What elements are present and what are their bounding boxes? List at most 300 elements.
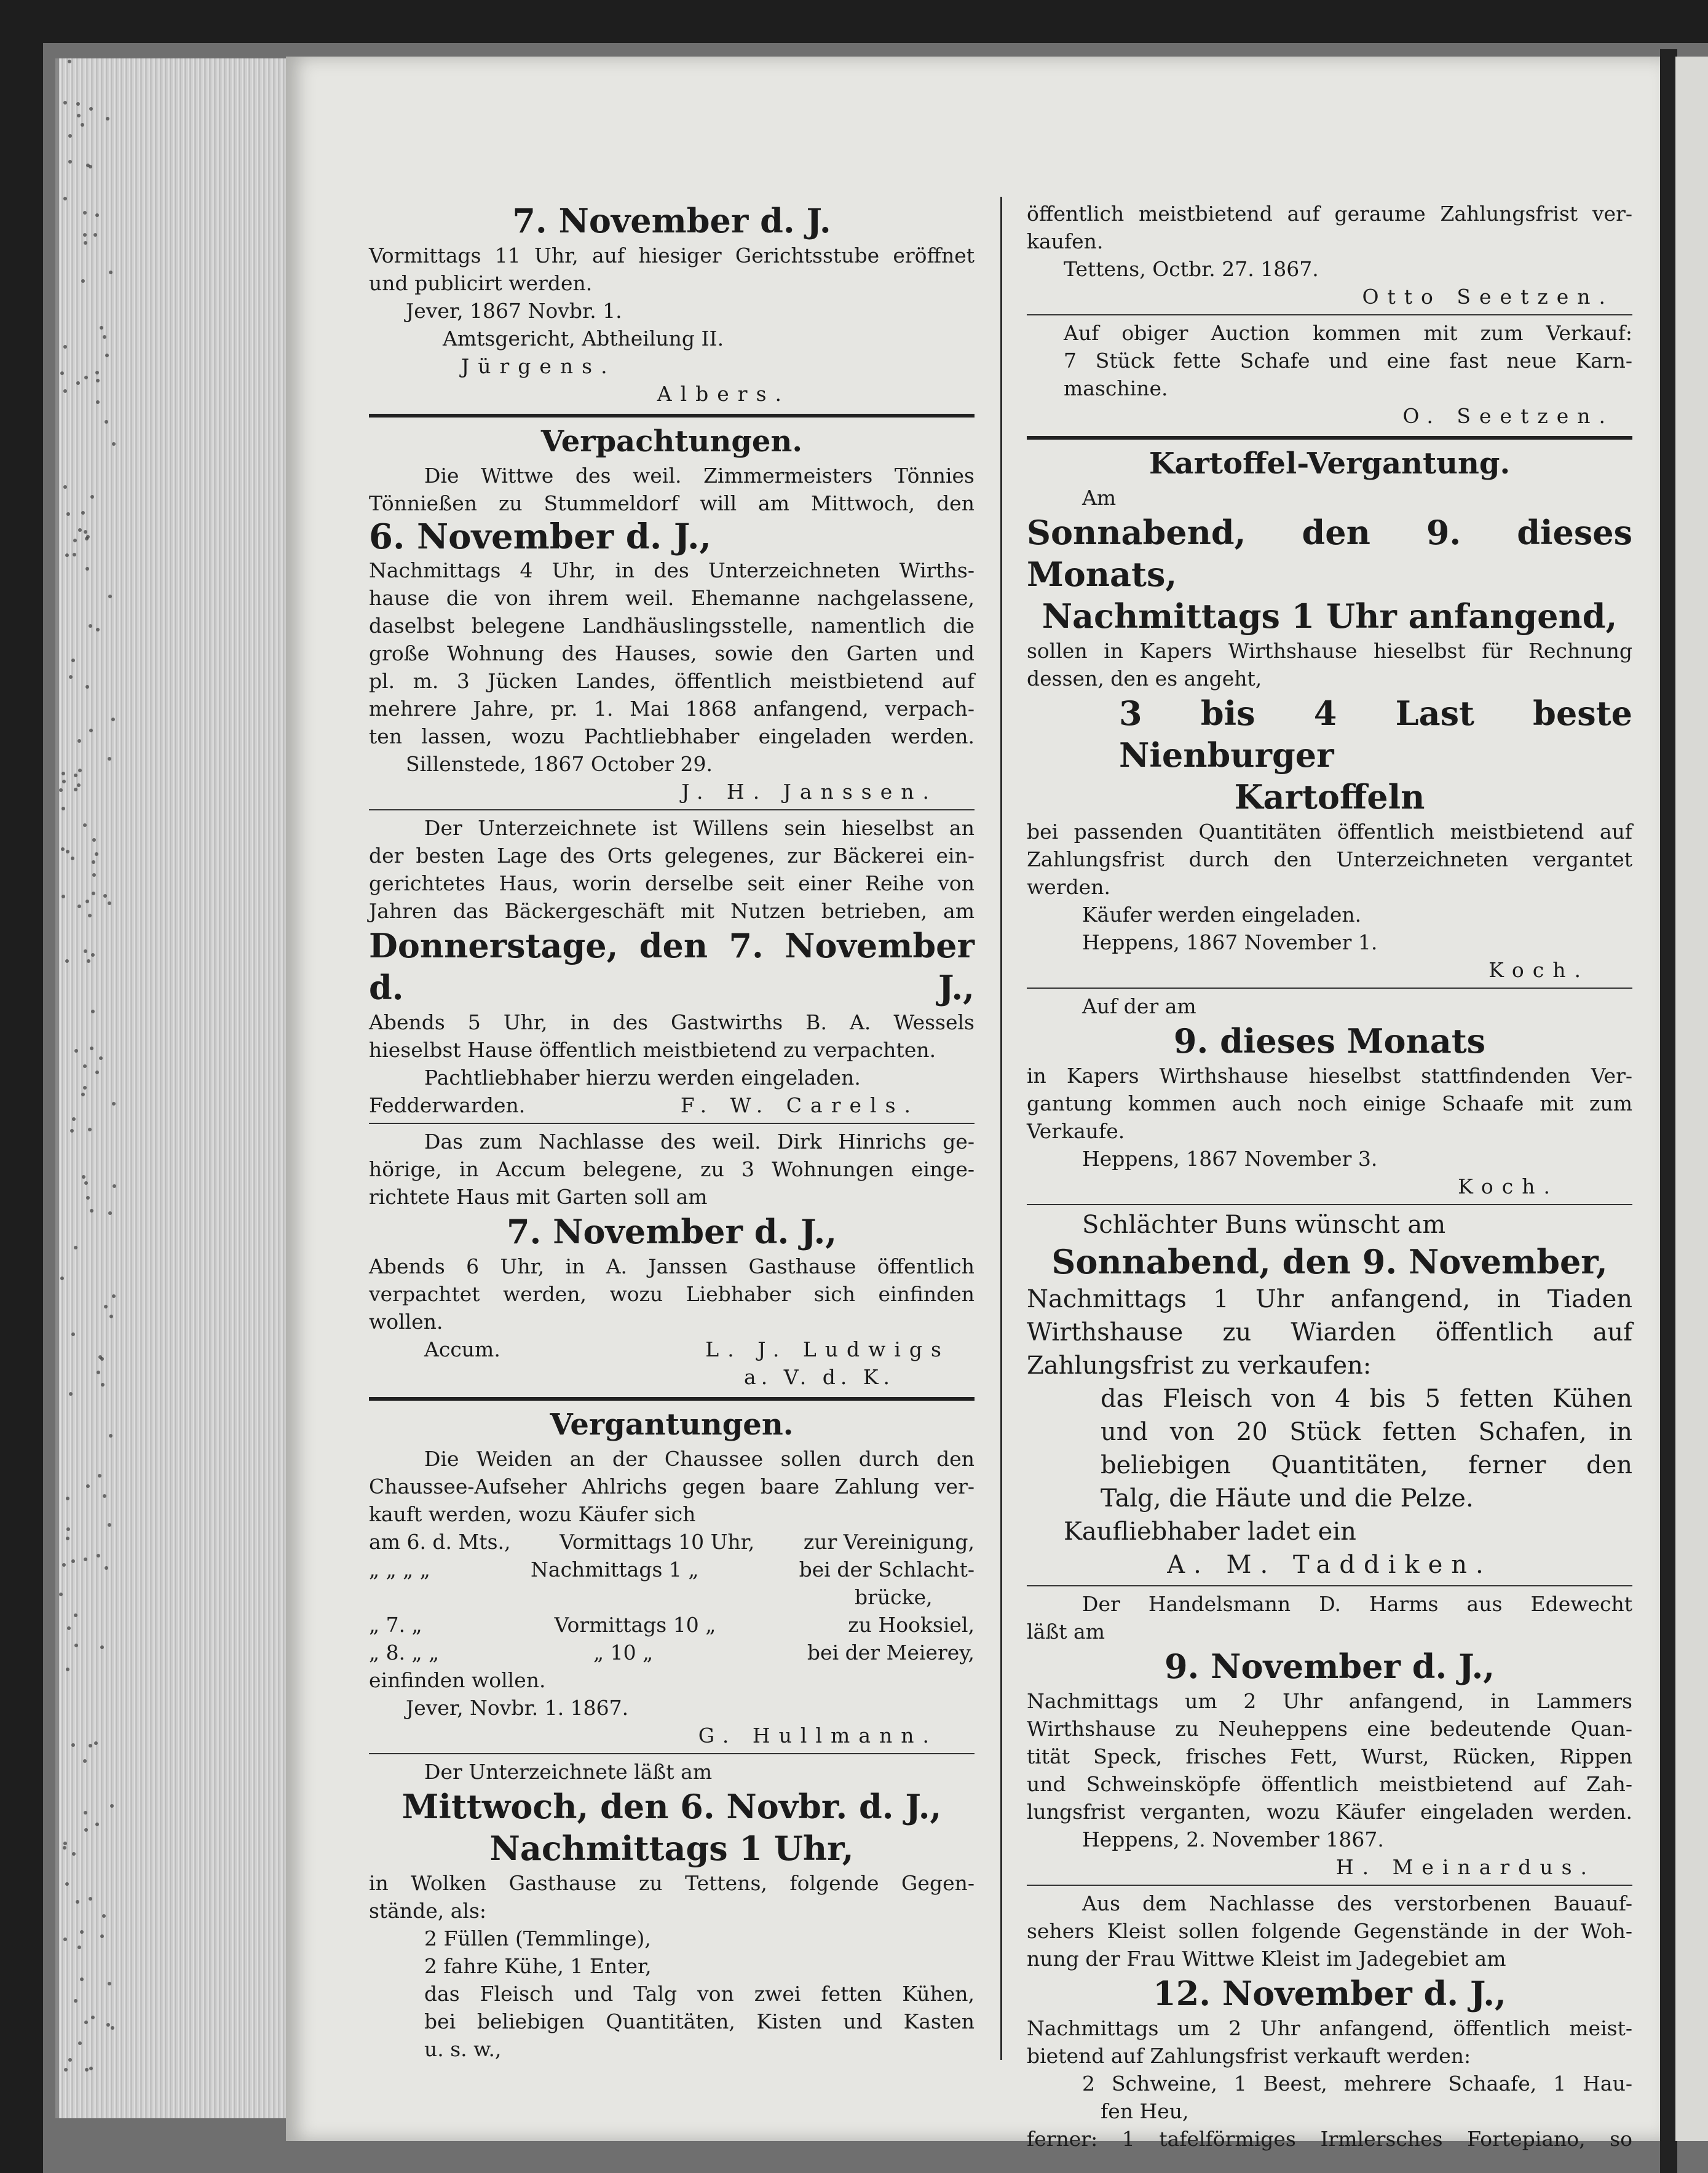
verpachtungen-section <box>369 421 975 805</box>
notice-line: Nachmittags 1 Uhr anfangend, in Tiaden <box>1027 1285 1632 1313</box>
edge-speckle <box>108 1982 111 1985</box>
edge-speckle <box>77 783 81 787</box>
notice-signature: Koch. <box>1489 958 1589 982</box>
notice-place: Heppens, 1867 November 3. <box>1082 1147 1378 1171</box>
edge-speckle <box>81 511 85 515</box>
notice-line: Wirthshause zu Wiarden öffentlich auf <box>1027 1318 1632 1347</box>
notice-time: Nachmittags 1 Uhr anfangend, <box>1042 596 1618 636</box>
notice-line: gantung kommen auch noch einige Schaafe mit zum <box>1027 1091 1632 1115</box>
edge-speckle <box>90 1047 93 1050</box>
mittwoch-notice <box>369 1758 975 2063</box>
notice-line: in Wolken Gasthause zu Tettens, folgende Gegen- <box>369 1871 975 1895</box>
section-rule <box>1027 988 1632 989</box>
edge-speckle <box>106 2023 110 2027</box>
notice-line: stände, als: <box>369 1899 487 1923</box>
notice-signature: J. H. Janssen. <box>681 780 938 804</box>
notice-place: Tettens, Octbr. 27. 1867. <box>1064 257 1319 281</box>
edge-speckle <box>87 959 90 963</box>
edge-speckle <box>68 60 71 63</box>
edge-speckle <box>59 1593 63 1596</box>
edge-speckle <box>85 900 89 903</box>
edge-speckle <box>90 495 94 499</box>
section-heading: Verpachtungen. <box>540 424 803 459</box>
notice-line: einfinden wollen. <box>369 1668 546 1692</box>
notice-line: bietend auf Zahlungsfrist verkauft werden: <box>1027 2044 1471 2068</box>
notice-line: ten lassen, wozu Pachtliebhaber eingeladen werden. <box>369 724 975 748</box>
edge-speckle <box>76 102 80 106</box>
edge-speckle <box>61 847 65 851</box>
notice-line: Chaussee-Aufseher Ahlrichs gegen baare Zahlung ver- <box>369 1474 975 1498</box>
edge-speckle <box>103 1494 106 1498</box>
schedule-time: Vormittags 10 Uhr, <box>559 1530 755 1554</box>
edge-speckle <box>108 1523 111 1527</box>
edge-speckle <box>65 1882 69 1886</box>
notice-line: Der Unterzeichnete läßt am <box>424 1760 713 1784</box>
tettens-notice <box>1027 200 1632 430</box>
notice-line: läßt am <box>1027 1620 1105 1644</box>
edge-speckle <box>89 107 93 111</box>
edge-speckle <box>81 1093 85 1096</box>
edge-speckle <box>80 1930 84 1934</box>
book-gutter <box>1660 49 1677 2173</box>
edge-speckle <box>63 485 67 489</box>
edge-speckle <box>62 780 66 783</box>
notice-line: sehers Kleist sollen folgende Gegenstände in der Woh- <box>1027 1919 1632 1943</box>
edge-speckle <box>83 211 87 215</box>
edge-speckle <box>77 904 81 908</box>
notice-line: und publicirt werden. <box>369 271 593 295</box>
edge-speckle <box>90 1209 93 1213</box>
edge-speckle <box>69 675 73 679</box>
notice-line: dessen, den es angeht, <box>1027 667 1262 691</box>
edge-speckle <box>94 1741 98 1745</box>
edge-speckle <box>76 381 80 385</box>
edge-speckle <box>112 1102 116 1106</box>
schedule-place: bei der Meierey, <box>807 1641 975 1664</box>
edge-speckle <box>95 371 99 374</box>
edge-speckle <box>112 1294 116 1298</box>
edge-speckle <box>60 371 64 375</box>
signature-row <box>369 1336 975 1363</box>
schedule-place: bei der Schlacht- <box>799 1558 975 1581</box>
edge-speckle <box>85 537 89 540</box>
notice-line: mehrere Jahre, pr. 1. Mai 1868 anfangend, verpach- <box>369 697 975 721</box>
edge-speckle <box>84 1828 88 1832</box>
edge-speckle <box>99 1056 103 1060</box>
notice-line: Das zum Nachlasse des weil. Dirk Hinrichs ge- <box>424 1130 975 1154</box>
kleist-notice <box>1027 1890 1632 2153</box>
vergantungen-section <box>369 1404 975 1749</box>
notice-line: 7 Stück fette Schafe und eine fast neue Karn- <box>1064 349 1632 373</box>
notice-signature: Otto Seetzen. <box>1362 285 1614 309</box>
edge-speckle <box>66 850 69 853</box>
notice-line: Kaufliebhaber ladet ein <box>1064 1518 1356 1546</box>
edge-speckle <box>95 213 99 217</box>
edge-speckle <box>64 2068 68 2072</box>
notice-line: der besten Lage des Orts gelegenes, zur Bäckerei ein- <box>369 844 975 868</box>
signature-row <box>369 1091 975 1119</box>
notice-signature-sub: a. V. d. K. <box>744 1365 895 1389</box>
schedule-place: zu Hooksiel, <box>848 1613 975 1637</box>
section-rule <box>369 1123 975 1124</box>
notice-date: 7. November d. J., <box>506 1212 837 1251</box>
notice-place: Sillenstede, 1867 October 29. <box>406 752 713 776</box>
edge-speckle <box>81 279 85 283</box>
edge-speckle <box>105 1566 108 1570</box>
edge-speckle <box>74 774 77 777</box>
section-rule <box>1027 1204 1632 1205</box>
edge-speckle <box>92 892 95 895</box>
schedule-row <box>369 1639 975 1666</box>
notice-line: Der Handelsmann D. Harms aus Edewecht <box>1082 1592 1632 1616</box>
edge-speckle <box>74 1613 77 1617</box>
notice-signature: H. Meinardus. <box>1335 1855 1595 1879</box>
notice-line: Auf der am <box>1082 994 1196 1018</box>
edge-speckle <box>63 1937 67 1941</box>
edge-speckle <box>81 123 84 127</box>
edge-speckle <box>78 769 82 772</box>
edge-speckle <box>68 134 72 138</box>
edge-speckle <box>97 1371 100 1374</box>
notice-line: Aus dem Nachlasse des verstorbenen Bauauf- <box>1082 1891 1632 1915</box>
section-rule <box>1027 1885 1632 1886</box>
edge-speckle <box>71 1332 75 1336</box>
notice-signature: L. J. Ludwigs <box>705 1337 950 1361</box>
edge-speckle <box>91 953 95 957</box>
goods-line: 3 bis 4 Last beste Nienburger <box>1119 694 1632 775</box>
adjacent-page-edge <box>1675 57 1708 2141</box>
edge-speckle <box>72 1117 76 1121</box>
edge-speckle <box>83 823 87 827</box>
edge-speckle <box>77 1945 81 1949</box>
edge-speckle <box>89 1897 92 1901</box>
edge-speckle <box>78 528 82 532</box>
edge-speckle <box>92 838 96 842</box>
right-column <box>1027 200 1632 2153</box>
notice-place: Heppens, 2. November 1867. <box>1082 1827 1384 1851</box>
list-item: das Fleisch und Talg von zwei fetten Kühen, <box>424 1982 975 2006</box>
section-heading: Vergantungen. <box>550 1407 794 1442</box>
notice-date: Mittwoch, den 6. Novbr. d. J., <box>401 1787 942 1826</box>
notice-line: und Schweinsköpfe öffentlich meistbietend auf Zah- <box>1027 1772 1632 1796</box>
edge-speckle <box>85 567 89 571</box>
edge-speckle <box>111 2026 114 2030</box>
edge-speckle <box>108 757 111 761</box>
notice-line: in Kapers Wirthshause hieselbst stattfindenden Ver- <box>1027 1064 1632 1088</box>
schedule-place: zur Vereinigung, <box>803 1530 975 1554</box>
notice-signature: A. M. Taddiken. <box>1167 1551 1492 1579</box>
edge-speckle <box>84 2021 88 2024</box>
edge-speckle <box>66 512 70 516</box>
edge-speckle <box>83 1086 87 1090</box>
edge-speckle <box>63 1842 67 1845</box>
edge-speckle <box>65 959 69 963</box>
edge-speckle <box>112 442 116 446</box>
edge-speckle <box>95 1823 99 1826</box>
edge-speckle <box>98 1474 101 1478</box>
edge-speckle <box>88 914 92 917</box>
edge-speckle <box>89 2067 93 2070</box>
edge-speckle <box>103 894 107 898</box>
edge-speckle <box>63 1846 66 1850</box>
edge-speckle <box>71 1743 75 1747</box>
notice-line: Zahlungsfrist durch den Unterzeichneten vergantet <box>1027 847 1632 871</box>
edge-speckle <box>111 718 115 721</box>
edge-speckle <box>85 685 89 689</box>
notice-signature: Albers. <box>657 382 790 406</box>
edge-speckle <box>77 114 81 117</box>
edge-speckle <box>67 1626 71 1630</box>
edge-speckle <box>69 1392 73 1396</box>
edge-speckle <box>70 1129 74 1133</box>
notice-date: Sonnabend, den 9. November, <box>1051 1242 1608 1281</box>
section-rule <box>1027 436 1632 440</box>
edge-speckle <box>106 117 109 121</box>
schedule-time: „ 10 „ <box>593 1641 654 1664</box>
edge-speckle <box>95 1071 99 1074</box>
notice-line: Die Weiden an der Chaussee sollen durch den <box>424 1447 975 1471</box>
edge-speckle <box>66 1668 69 1671</box>
edge-speckle <box>71 857 74 860</box>
list-item: 2 Schweine, 1 Beest, mehrere Schaafe, 1 Hau- <box>1082 2072 1632 2096</box>
notice-place: Accum. <box>424 1337 500 1361</box>
schedule-row <box>369 1556 975 1583</box>
edge-speckle <box>66 1497 69 1500</box>
edge-speckle <box>109 271 113 274</box>
edge-speckle <box>100 1645 104 1649</box>
notice-line: verpachtet werden, wozu Liebhaber sich einfinden <box>369 1282 975 1306</box>
edge-speckle <box>91 1010 95 1013</box>
schedule-time: Nachmittags 1 „ <box>531 1558 699 1581</box>
section-rule <box>369 414 975 418</box>
edge-speckle <box>61 772 65 775</box>
edge-speckle <box>83 1759 87 1763</box>
edge-speckle <box>61 807 65 810</box>
notice-line: Wirthshause zu Neuheppens eine bedeutende Quan- <box>1027 1717 1632 1741</box>
schedule-time: Vormittags 10 „ <box>554 1613 716 1637</box>
edge-speckle <box>86 1196 90 1200</box>
edge-speckle <box>84 949 87 953</box>
edge-speckle <box>89 729 93 732</box>
notice-line: Abends 6 Uhr, in A. Janssen Gasthause öffentlich <box>369 1254 975 1278</box>
edge-speckle <box>113 1184 116 1188</box>
list-item: das Fleisch von 4 bis 5 fetten Kühen <box>1101 1385 1632 1413</box>
edge-speckle <box>102 1914 106 1918</box>
list-item: Talg, die Häute und die Pelze. <box>1101 1484 1474 1513</box>
notice-line: Nachmittags um 2 Uhr anfangend, in Lammers <box>1027 1689 1632 1713</box>
edge-speckle <box>86 1484 90 1488</box>
list-item: u. s. w., <box>424 2037 502 2061</box>
edge-speckle <box>104 1305 108 1308</box>
notice-place: Fedderwarden. <box>369 1093 526 1117</box>
edge-speckle <box>84 1181 88 1185</box>
edge-speckle <box>100 326 103 330</box>
edge-speckle <box>109 1434 113 1438</box>
notice-signature: Jürgens. <box>461 354 616 378</box>
edge-speckle <box>77 739 81 743</box>
notice-line: gerichtetes Haus, worin derselbe seit einer Reihe von <box>369 871 975 895</box>
edge-speckle <box>98 1355 102 1359</box>
list-item: 2 fahre Kühe, 1 Enter, <box>424 1954 652 1978</box>
edge-speckle <box>89 1744 92 1748</box>
schedule-row <box>369 1611 975 1639</box>
edge-speckle <box>91 2016 95 2019</box>
notice-line: maschine. <box>1064 376 1168 400</box>
schedule-day: „ 7. „ <box>369 1613 422 1637</box>
notice-line: Zahlungsfrist zu verkaufen: <box>1027 1352 1372 1380</box>
notice-line: Verkaufe. <box>1027 1119 1125 1143</box>
list-item: bei beliebigen Quantitäten, Kisten und Kasten <box>424 2009 975 2033</box>
edge-speckle <box>93 233 97 237</box>
edge-speckle <box>83 233 87 237</box>
column-divider <box>1000 197 1002 2060</box>
edge-speckle <box>63 345 67 349</box>
edge-speckle <box>74 1049 78 1053</box>
edge-speckle <box>74 1246 77 1249</box>
edge-speckle <box>72 1852 76 1856</box>
notice-line: hieselbst Hause öffentlich meistbietend zu verpachten. <box>369 1038 936 1062</box>
notice-line: Nachmittags um 2 Uhr anfangend, öffentlich meist- <box>1027 2016 1632 2040</box>
edge-speckle <box>92 873 96 877</box>
schaafe-notice <box>1027 992 1632 1200</box>
edge-speckle <box>95 852 98 856</box>
edge-speckle <box>110 1804 114 1808</box>
notice-line: Vormittags 11 Uhr, auf hiesiger Gerichtsstube eröffnet <box>369 243 975 267</box>
edge-speckle <box>61 895 65 898</box>
notice-line: kauft werden, wozu Käufer sich <box>369 1502 696 1526</box>
notice-line: Auf obiger Auction kommen mit zum Verkauf: <box>1064 321 1632 345</box>
notice-line: große Wohnung des Hauses, sowie den Garten und <box>369 641 975 665</box>
schedule-row <box>369 1528 975 1556</box>
notice-line: Pachtliebhaber hierzu werden eingeladen. <box>424 1066 861 1090</box>
notice-line: Tönnießen zu Stummeldorf will am Mittwoch, den <box>369 491 975 515</box>
notice-place: Jever, 1867 Novbr. 1. <box>406 299 622 323</box>
schlachter-notice <box>1027 1209 1632 1581</box>
section-heading: Kartoffel-Vergantung. <box>1149 446 1511 481</box>
harms-notice <box>1027 1590 1632 1881</box>
notice-line: kaufen. <box>1027 229 1104 253</box>
notice-line: nung der Frau Wittwe Kleist im Jadegebiet am <box>1027 1947 1506 1971</box>
edge-speckle <box>63 389 67 393</box>
edge-speckle <box>71 1559 75 1563</box>
schedule-place-cont: brücke, <box>855 1585 933 1609</box>
edge-speckle <box>88 1128 92 1131</box>
edge-speckle <box>96 400 100 404</box>
notice-line: Käufer werden eingeladen. <box>1082 903 1362 927</box>
notice-line: werden. <box>1027 875 1110 899</box>
notice-line: hörige, in Accum belegene, zu 3 Wohnungen einge- <box>369 1157 975 1181</box>
edge-speckle <box>73 553 76 556</box>
notice-top-left <box>369 200 975 408</box>
edge-speckle <box>83 1064 87 1068</box>
notice-signature: O. Seetzen. <box>1402 404 1614 428</box>
list-item: fen Heu, <box>1101 2099 1189 2123</box>
edge-speckle <box>84 530 87 534</box>
notice-line: tität Speck, frisches Fett, Wurst, Rücken, Rippen <box>1027 1744 1632 1768</box>
edge-speckle <box>74 788 77 791</box>
edge-speckle <box>74 1999 77 2003</box>
goods-line: Kartoffeln <box>1234 777 1425 817</box>
edge-speckle <box>100 1934 104 1938</box>
edge-speckle <box>62 1563 66 1567</box>
accum-notice <box>369 1128 975 1391</box>
notice-place: Jever, Novbr. 1. 1867. <box>406 1696 629 1720</box>
notice-date: 6. November d. J., <box>369 517 711 557</box>
notice-line: sollen in Kapers Wirthshause hieselbst für Rechnung <box>1027 639 1632 663</box>
section-rule <box>369 1753 975 1754</box>
edge-speckle <box>73 539 77 542</box>
edge-speckle <box>84 1811 87 1815</box>
edge-speckle <box>78 2041 82 2045</box>
kartoffel-section <box>1027 443 1632 984</box>
notice-line: Der Unterzeichnete ist Willens sein hieselbst an <box>424 816 975 840</box>
edge-speckle <box>96 379 100 382</box>
schedule-day: „ 8. „ „ <box>369 1641 440 1664</box>
edge-speckle <box>63 197 67 200</box>
edge-speckle <box>97 1554 100 1558</box>
edge-speckle <box>68 2058 72 2062</box>
list-item: und von 20 Stück fetten Schafen, in <box>1101 1418 1632 1446</box>
notice-line: bei passenden Quantitäten öffentlich meistbietend auf <box>1027 820 1632 844</box>
notice-line: richtete Haus mit Garten soll am <box>369 1185 708 1209</box>
list-item: 2 Füllen (Temmlinge), <box>424 1926 651 1950</box>
edge-speckle <box>82 1175 85 1179</box>
edge-speckle <box>84 1558 87 1561</box>
notice-date: Donnerstage, den 7. November d. J., <box>369 926 975 1007</box>
notice-line: Schlächter Buns wünscht am <box>1082 1211 1446 1239</box>
notice-line: hause die von ihrem weil. Ehemanne nachgelassene, <box>369 586 975 610</box>
section-rule <box>369 809 975 810</box>
edge-speckle <box>84 241 87 245</box>
notice-date: 12. November d. J., <box>1153 1974 1506 2013</box>
edge-speckle <box>105 354 109 357</box>
notice-line: Jahren das Bäckergeschäft mit Nutzen betrieben, am <box>369 899 975 923</box>
notice-line: pl. m. 3 Jücken Landes, öffentlich meistbietend auf <box>369 669 975 693</box>
section-rule <box>369 1397 975 1401</box>
left-column <box>369 200 975 2063</box>
notice-date: 9. dieses Monats <box>1173 1021 1486 1061</box>
edge-speckle <box>60 1276 64 1280</box>
edge-speckle <box>96 628 100 631</box>
edge-speckle <box>68 160 72 164</box>
list-item: beliebigen Quantitäten, ferner den <box>1101 1451 1632 1479</box>
schedule-day: „ „ „ „ <box>369 1558 430 1581</box>
notice-signature: G. Hullmann. <box>698 1724 938 1748</box>
notice-line: wollen. <box>369 1310 443 1334</box>
section-rule <box>1027 314 1632 315</box>
edge-speckle <box>108 595 112 598</box>
edge-speckle <box>71 659 75 662</box>
edge-speckle <box>74 1644 78 1647</box>
page-edges <box>55 58 293 2118</box>
edge-speckle <box>89 165 92 168</box>
notice-line: öffentlich meistbietend auf geraume Zahlungsfrist ver- <box>1027 202 1632 226</box>
edge-speckle <box>65 553 69 557</box>
edge-speckle <box>92 860 95 864</box>
edge-speckle <box>76 1900 79 1904</box>
notice-line: Am <box>1082 486 1117 510</box>
edge-speckle <box>108 1211 112 1215</box>
edge-speckle <box>66 1537 69 1540</box>
notice-line: Nachmittags 4 Uhr, in des Unterzeichneten Wirths- <box>369 558 975 582</box>
edge-speckle <box>101 1383 105 1387</box>
edge-speckle <box>85 2068 89 2072</box>
notice-office: Amtsgericht, Abtheilung II. <box>443 327 724 350</box>
section-rule <box>1027 1585 1632 1586</box>
edge-speckle <box>66 1527 70 1531</box>
edge-speckle <box>105 420 108 424</box>
notice-line: lungsfrist verganten, wozu Käufer eingeladen werden. <box>1027 1800 1632 1824</box>
